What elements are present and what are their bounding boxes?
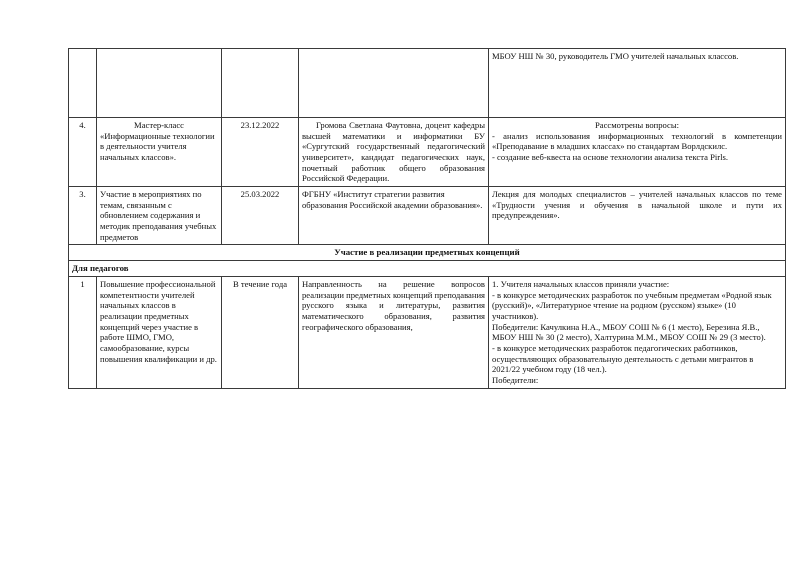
table-row [69, 49, 786, 118]
cell-num: 1 [69, 277, 97, 389]
result-line: 1. Учителя начальных классов приняли участие: [492, 279, 670, 290]
result-line: Победители: Качулкина Н.А., МБОУ СОШ № 6 (1 место), Березина Я.В., МБОУ НШ № 30 (2 место), Халтурина М.М., МБОУ СОШ № 29 (3 место). [492, 321, 766, 343]
table-row [69, 186, 786, 244]
subsection-header-text: Для педагогов [69, 261, 786, 277]
cell-result [489, 118, 786, 187]
cell-org: ФГБНУ «Институт стратегии развития образования Российской академии образования». [299, 186, 489, 244]
cell-date: 23.12.2022 [222, 118, 299, 187]
cell-org [299, 49, 489, 118]
table-row [69, 277, 786, 389]
cell-num [69, 49, 97, 118]
cell-org: Направленность на решение вопросов реализации предметных концепций преподавания русского языка и литературы, развития математического образования, развития географического образования, [299, 277, 489, 389]
result-line: - в конкурсе методических разработок педагогических работников, осуществляющих образовательную деятельность с детьми мигрантов в 2021/22 учебном году (18 чел.). [492, 342, 754, 375]
cell-name: Повышение профессиональной компетентности учителей начальных классов в реализации предметных концепций через участие в работе ШМО, ГМО, самообразование, курсы повышения квалификации и др. [97, 277, 222, 389]
cell-result: МБОУ НШ № 30, руководитель ГМО учителей начальных классов. [489, 49, 786, 118]
result-item: - создание веб-квеста на основе технологии анализа текста Pirls. [492, 151, 728, 162]
cell-num: 3. [69, 186, 97, 244]
table-row [69, 118, 786, 187]
activities-table [68, 48, 786, 389]
cell-name [97, 118, 222, 187]
cell-name [97, 49, 222, 118]
cell-date: В течение года [222, 277, 299, 389]
cell-org: Громова Светлана Фаутовна, доцент кафедры высшей математики и информатики БУ «Сургутский государственный педагогический университет», кандидат педагогических наук, почетный работник общего образования Российской Федерации. [299, 118, 489, 187]
cell-name-body: «Информационные технологии в деятельности учителя начальных классов». [100, 130, 215, 162]
cell-num: 4. [69, 118, 97, 187]
result-line: - в конкурсе методических разработок по учебным предметам «Родной язык (русский)», «Литературное чтение на родном (русском) языке» (10 участников). [492, 289, 772, 321]
cell-date [222, 49, 299, 118]
cell-result [489, 277, 786, 389]
result-intro: Рассмотрены вопросы: [594, 120, 680, 130]
result-item: - анализ использования информационных технологий в компетенции «Преподавание в младших классах» по стандартам Ворлдскилс. [492, 130, 782, 152]
cell-result: Лекция для молодых специалистов – учителей начальных классов по теме «Трудности учения и обучения в начальной школе и пути их предупреждения». [489, 186, 786, 244]
section-header-row [69, 245, 786, 261]
result-line: Победители: [492, 374, 539, 385]
subsection-header-row [69, 261, 786, 277]
cell-name-title: Мастер-класс [134, 120, 184, 130]
cell-name: Участие в мероприятиях по темам, связанным с обновлением содержания и методик преподавания учебных предметов [97, 186, 222, 244]
section-header-text: Участие в реализации предметных концепций [69, 245, 786, 261]
cell-date: 25.03.2022 [222, 186, 299, 244]
